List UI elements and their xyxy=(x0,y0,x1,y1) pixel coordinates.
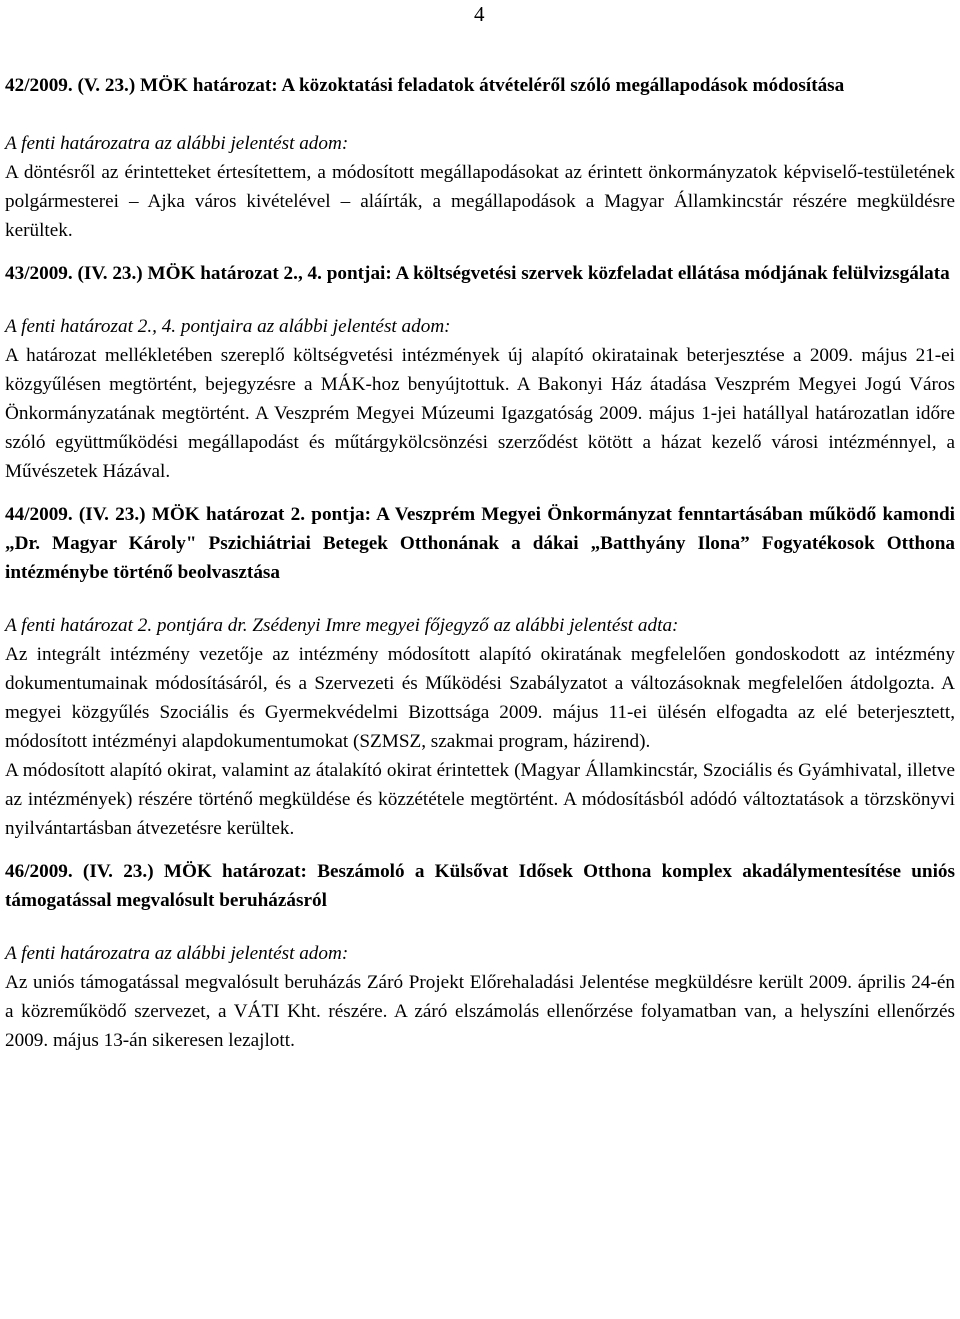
section-paragraph: Az integrált intézmény vezetője az intézmény módosított alapító okiratának megfelelően gondoskodott az intézmény dokumentumainak módosításáról, és a Szervezeti és Működési Szabályzatot a változásoknak megfelelően átdolgozta. A megyei közgyűlés Szociális és Gyermekvédelmi Bizottsága 2009. május 11-ei ülésén elfogadta az elé beterjesztett, módosított intézményi alapdokumentumokat (SZMSZ, szakmai program, házirend). xyxy=(5,644,955,752)
section-paragraph: Az uniós támogatással megvalósult beruházás Záró Projekt Előrehaladási Jelentése megküldésre került 2009. április 24-én a közreműködő szervezet, a VÁTI Kht. részére. A záró elszámolás ellenőrzése folyamatban van, a helyszíni ellenőrzés 2009. május 13-án sikeresen lezajlott. xyxy=(5,972,955,1051)
section-heading: 43/2009. (IV. 23.) MÖK határozat 2., 4. pontjai: A költségvetési szervek közfeladat ellátása módjának felülvizsgálata xyxy=(5,263,950,284)
section-subheading: A fenti határozat 2. pontjára dr. Zsédenyi Imre megyei főjegyző az alábbi jelentést adta: xyxy=(5,615,679,636)
section-subheading: A fenti határozatra az alábbi jelentést adom: xyxy=(5,943,349,964)
page-number: 4 xyxy=(474,2,485,26)
section-paragraph: A határozat mellékletében szereplő költségvetési intézmények új alapító okiratainak beterjesztése a 2009. május 21-ei közgyűlésen megtörtént, bejegyzésre a MÁK-hoz benyújtottuk. A Bakonyi Ház átadása Veszprém Megyei Jogú Város Önkormányzatának megtörtént. A Veszprém Megyei Múzeumi Igazgatóság 2009. május 1-jei hatállyal határozatlan időre szóló együttműködési megállapodást és műtárgykölcsönzési szerződést kötött a házat kezelő városi intézménnyel, a Művészetek Házával. xyxy=(5,345,955,482)
section-paragraph: A döntésről az érintetteket értesítettem, a módosított megállapodásokat az érintett önkormányzatok képviselő-testületének polgármesterei – Ajka város kivételével – aláírták, a megállapodások a Magyar Államkincstár részére megküldésre kerültek. xyxy=(5,162,955,241)
section-subheading: A fenti határozatra az alábbi jelentést adom: xyxy=(5,133,349,154)
document-body xyxy=(5,71,955,1055)
section-subheading: A fenti határozat 2., 4. pontjaira az alábbi jelentést adom: xyxy=(5,316,451,337)
section-paragraph: A módosított alapító okirat, valamint az átalakító okirat érintettek (Magyar Államkincstár, Szociális és Gyámhivatal, illetve az intézmények) részére történő megküldése és közzététele megtörtént. A módosításból adódó változtatások a törzskönyvi nyilvántartásban átvezetésre kerültek. xyxy=(5,760,955,839)
section-heading: 44/2009. (IV. 23.) MÖK határozat 2. pontja: A Veszprém Megyei Önkormányzat fenntartásában működő kamondi „Dr. Magyar Károly" Pszichiátriai Betegek Otthonának a dákai „Batthyány Ilona” Fogyatékosok Otthona intézménybe történő beolvasztása xyxy=(5,504,955,583)
section-heading: 46/2009. (IV. 23.) MÖK határozat: Beszámoló a Külsővat Idősek Otthona komplex akadálymentesítése uniós támogatással megvalósult beruházásról xyxy=(5,861,955,911)
section-heading: 42/2009. (V. 23.) MÖK határozat: A közoktatási feladatok átvételéről szóló megállapodások módosítása xyxy=(5,75,845,96)
